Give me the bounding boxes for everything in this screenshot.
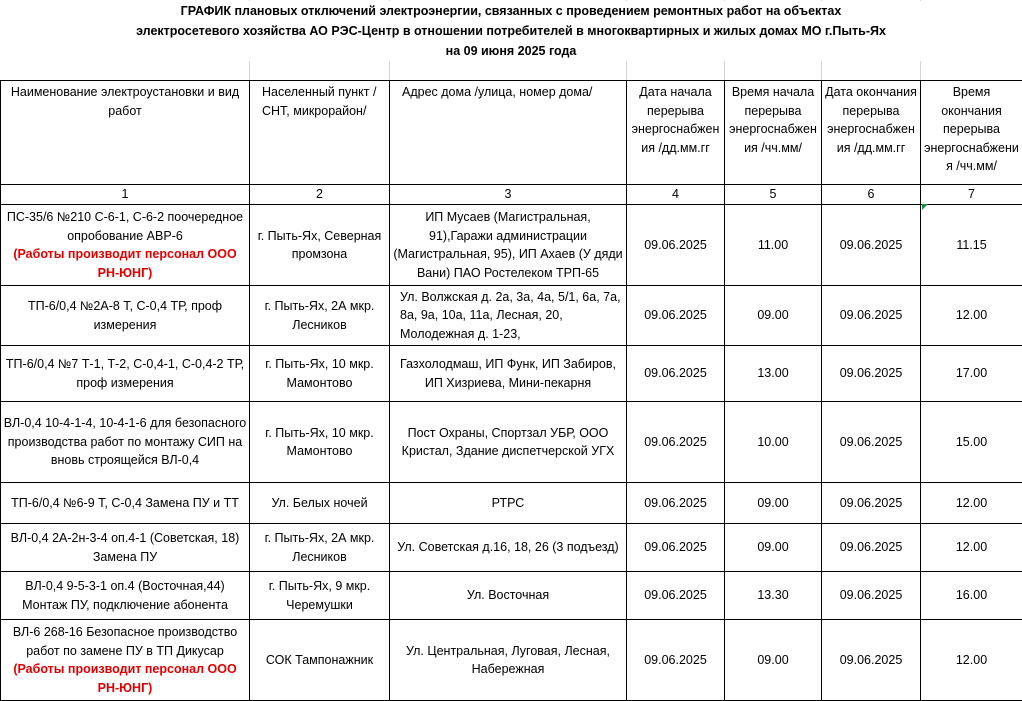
address-cell[interactable]: РТРС — [390, 483, 627, 524]
locality-cell[interactable]: СОК Тампонажник — [250, 620, 390, 701]
start-time-cell[interactable]: 13.00 — [725, 346, 822, 402]
address-cell[interactable]: Ул. Центральная, Луговая, Лесная, Набережная — [390, 620, 627, 701]
locality-cell[interactable]: г. Пыть-Ях, 10 мкр. Мамонтово — [250, 402, 390, 483]
locality-cell[interactable]: Ул. Белых ночей — [250, 483, 390, 524]
locality-cell[interactable]: г. Пыть-Ях, 9 мкр. Черемушки — [250, 572, 390, 620]
installation-text: ВЛ-6 268-16 Безопасное производство работ по замене ПУ в ТП Дикусар — [13, 625, 237, 658]
start-date-cell[interactable]: 09.06.2025 — [627, 286, 725, 346]
end-time-cell[interactable]: 16.00 — [921, 572, 1022, 620]
column-number[interactable]: 5 — [725, 185, 822, 205]
table-row — [1, 346, 1022, 402]
table-row — [1, 572, 1022, 620]
outage-schedule-table — [0, 80, 1022, 701]
start-date-cell[interactable]: 09.06.2025 — [627, 524, 725, 572]
end-time-cell[interactable]: 15.00 — [921, 402, 1022, 483]
start-time-cell[interactable]: 09.00 — [725, 620, 822, 701]
address-cell[interactable]: Ул. Восточная — [390, 572, 627, 620]
header-end-time[interactable]: Время окончания перерыва энергоснабжения /чч.мм/ — [921, 81, 1022, 185]
end-date-cell[interactable]: 09.06.2025 — [822, 620, 921, 701]
end-time-cell[interactable]: 12.00 — [921, 286, 1022, 346]
header-locality[interactable]: Населенный пункт /СНТ, микрорайон/ — [250, 81, 390, 185]
header-start-date[interactable]: Дата начала перерыва энергоснабжения /дд.мм.гг — [627, 81, 725, 185]
start-date-cell[interactable]: 09.06.2025 — [627, 620, 725, 701]
locality-cell[interactable]: г. Пыть-Ях, 2А мкр. Лесников — [250, 286, 390, 346]
start-time-cell[interactable]: 09.00 — [725, 524, 822, 572]
header-address[interactable]: Адрес дома /улица, номер дома/ — [390, 81, 627, 185]
end-date-cell[interactable]: 09.06.2025 — [822, 402, 921, 483]
column-number[interactable]: 1 — [1, 185, 250, 205]
table-row — [1, 524, 1022, 572]
table-row — [1, 483, 1022, 524]
comment-indicator-icon — [922, 204, 928, 210]
header-row — [1, 81, 1022, 185]
start-time-cell[interactable]: 10.00 — [725, 402, 822, 483]
start-date-cell[interactable]: 09.06.2025 — [627, 483, 725, 524]
start-time-cell[interactable]: 13.30 — [725, 572, 822, 620]
address-cell[interactable]: Пост Охраны, Спортзал УБР, ООО Кристал, Здание диспетчерской УГХ — [390, 402, 627, 483]
locality-cell[interactable]: г. Пыть-Ях, 10 мкр. Мамонтово — [250, 346, 390, 402]
contractor-note: (Работы производит персонал ООО РН-ЮНГ) — [13, 247, 236, 280]
header-installation[interactable]: Наименование электроустановки и вид работ — [1, 81, 250, 185]
table-row — [1, 620, 1022, 701]
header-end-date[interactable]: Дата окончания перерыва энергоснабжения /дд.мм.гг — [822, 81, 921, 185]
column-number[interactable]: 7 — [921, 185, 1022, 205]
installation-cell[interactable]: ТП-6/0,4 №2А-8 Т, С-0,4 ТР, проф измерения — [1, 286, 250, 346]
installation-text: ПС-35/6 №210 С-6-1, С-6-2 поочередное опробование АВР-6 — [7, 210, 243, 243]
title-line-1: ГРАФИК плановых отключений электроэнергии, связанных с проведением ремонтных работ на объектах — [0, 1, 1022, 21]
end-date-cell[interactable]: 09.06.2025 — [822, 205, 921, 286]
end-date-cell[interactable]: 09.06.2025 — [822, 572, 921, 620]
locality-cell[interactable]: г. Пыть-Ях, Северная промзона — [250, 205, 390, 286]
table-row — [1, 402, 1022, 483]
end-date-cell[interactable]: 09.06.2025 — [822, 346, 921, 402]
title-line-2: электросетевого хозяйства АО РЭС-Центр в отношении потребителей в многоквартирных и жилых домах МО г.Пыть-Ях — [0, 21, 1022, 41]
contractor-note: (Работы производит персонал ООО РН-ЮНГ) — [13, 662, 236, 695]
address-cell[interactable]: Ул. Волжская д. 2а, 3а, 4а, 5/1, 6а, 7а, 8а, 9а, 10а, 11а, Лесная, 20, Молодежная д. 1-23, — [390, 286, 627, 346]
end-date-cell[interactable]: 09.06.2025 — [822, 286, 921, 346]
installation-cell[interactable] — [1, 620, 250, 701]
header-start-time[interactable]: Время начала перерыва энергоснабжения /чч.мм/ — [725, 81, 822, 185]
column-number[interactable]: 2 — [250, 185, 390, 205]
end-time-cell[interactable]: 12.00 — [921, 524, 1022, 572]
address-cell[interactable]: ИП Мусаев (Магистральная, 91),Гаражи администрации (Магистральная, 95), ИП Ахаев (У дяди Вани) ПАО Ростелеком ТРП-65 — [390, 205, 627, 286]
column-number[interactable]: 3 — [390, 185, 627, 205]
installation-cell[interactable]: ВЛ-0,4 9-5-3-1 оп.4 (Восточная,44) Монтаж ПУ, подключение абонента — [1, 572, 250, 620]
start-time-cell[interactable]: 09.00 — [725, 286, 822, 346]
column-number-row — [1, 185, 1022, 205]
installation-cell[interactable]: ТП-6/0,4 №7 Т-1, Т-2, С-0,4-1, С-0,4-2 ТР, проф измерения — [1, 346, 250, 402]
end-time-cell[interactable]: 17.00 — [921, 346, 1022, 402]
installation-cell[interactable]: ВЛ-0,4 10-4-1-4, 10-4-1-6 для безопасного производства работ по монтажу СИП на вновь строящейся ВЛ-0,4 — [1, 402, 250, 483]
start-date-cell[interactable]: 09.06.2025 — [627, 346, 725, 402]
start-time-cell[interactable]: 11.00 — [725, 205, 822, 286]
installation-cell[interactable]: ТП-6/0,4 №6-9 Т, С-0,4 Замена ПУ и ТТ — [1, 483, 250, 524]
column-number[interactable]: 4 — [627, 185, 725, 205]
locality-cell[interactable]: г. Пыть-Ях, 2А мкр. Лесников — [250, 524, 390, 572]
address-cell[interactable]: Газхолодмаш, ИП Функ, ИП Забиров, ИП Хизриева, Мини-пекарня — [390, 346, 627, 402]
start-date-cell[interactable]: 09.06.2025 — [627, 402, 725, 483]
end-time-cell[interactable]: 11.15 — [921, 205, 1022, 286]
start-time-cell[interactable]: 09.00 — [725, 483, 822, 524]
start-date-cell[interactable]: 09.06.2025 — [627, 572, 725, 620]
installation-cell[interactable] — [1, 205, 250, 286]
end-time-cell[interactable]: 12.00 — [921, 483, 1022, 524]
start-date-cell[interactable]: 09.06.2025 — [627, 205, 725, 286]
address-cell[interactable]: Ул. Советская д.16, 18, 26 (3 подъезд) — [390, 524, 627, 572]
end-date-cell[interactable]: 09.06.2025 — [822, 483, 921, 524]
table-row — [1, 205, 1022, 286]
column-number[interactable]: 6 — [822, 185, 921, 205]
installation-cell[interactable]: ВЛ-0,4 2А-2н-3-4 оп.4-1 (Советская, 18) Замена ПУ — [1, 524, 250, 572]
title-line-3: на 09 июня 2025 года — [0, 41, 1022, 61]
end-date-cell[interactable]: 09.06.2025 — [822, 524, 921, 572]
table-row — [1, 286, 1022, 346]
end-time-cell[interactable]: 12.00 — [921, 620, 1022, 701]
